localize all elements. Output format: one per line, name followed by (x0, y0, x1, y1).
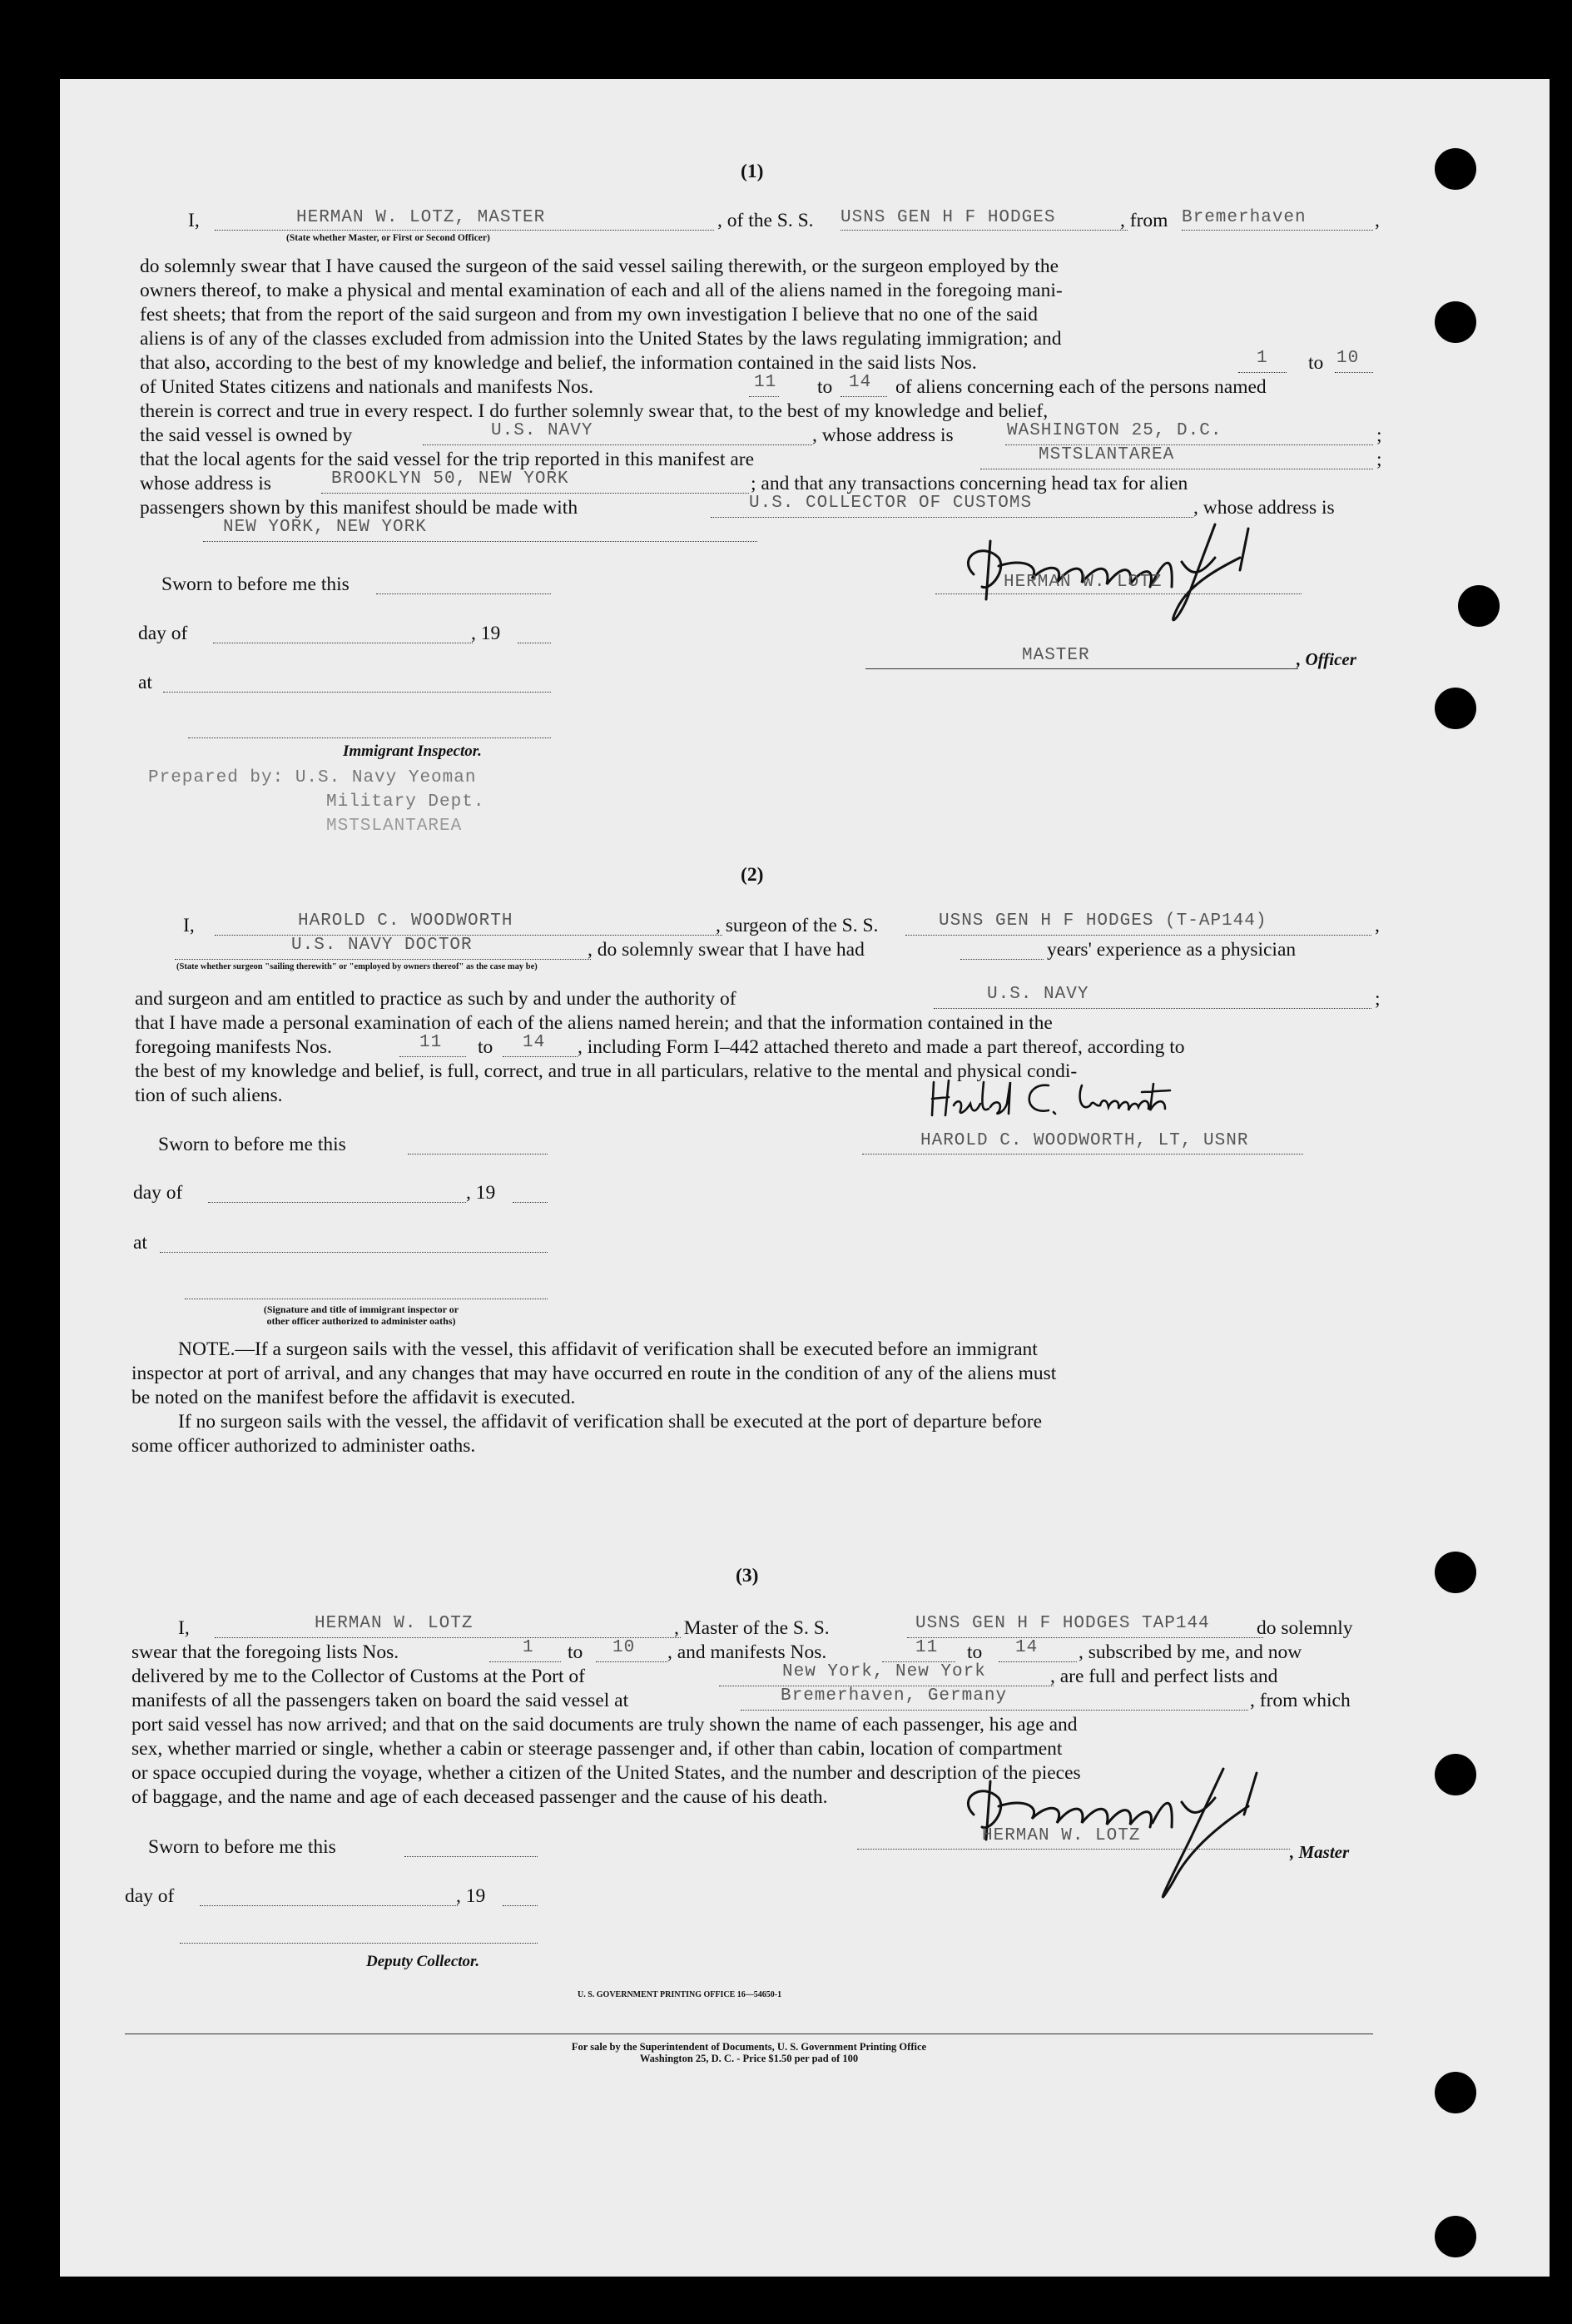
s3-line3-a: delivered by me to the Collector of Customs at the Port of (131, 1666, 585, 1687)
s3-lists-from-field: 1 (523, 1638, 534, 1657)
day-line (200, 1905, 458, 1906)
master-signature-2 (940, 1765, 1331, 1931)
s1-para-6: therein is correct and true in every respect. I do further solemnly swear that, to the best of my knowledge and belief, (140, 400, 1049, 422)
note-line-2: be noted on the manifest before the affidavit is executed. (131, 1387, 576, 1408)
owner-address-field: WASHINGTON 25, D.C. (1007, 421, 1222, 440)
s3-line4-a: manifests of all the passengers taken on board the said vessel at (131, 1690, 629, 1711)
deputy-signature-line (180, 1943, 538, 1944)
owner-line (423, 444, 812, 445)
whose-address-label: , whose address is (1193, 497, 1335, 519)
s2-para-3: tion of such aliens. (135, 1085, 283, 1106)
day-line (208, 1202, 466, 1203)
punch-hole (1435, 148, 1476, 190)
s3-master-name-line (215, 1637, 681, 1638)
years-text: years' experience as a physician (1047, 939, 1297, 961)
manifests-from-line (749, 396, 779, 397)
s3-para-0: port said vessel has now arrived; and that on the said documents are truly shown the name of each passenger, his age and (131, 1714, 1078, 1736)
day-of-label: day of (138, 623, 188, 644)
s3-lists-to-line (596, 1661, 667, 1662)
from-port-line (1182, 230, 1373, 231)
manifests-to-field: 14 (849, 373, 872, 392)
s3-boarded-field: Bremerhaven, Germany (781, 1686, 1008, 1706)
section-2-number: (2) (741, 864, 764, 886)
surgeon-ship-line (905, 935, 1371, 936)
s3-lists-to-field: 10 (612, 1638, 636, 1657)
punch-hole (1435, 688, 1476, 729)
surgeon-ship-field: USNS GEN H F HODGES (T-AP144) (939, 911, 1267, 931)
form-text: , including Form I–442 attached thereto and made a part thereof, according to (578, 1036, 1185, 1058)
officer-label: , Officer (1297, 649, 1356, 669)
manifests-from-field: 11 (754, 373, 777, 392)
s3-ship-line (907, 1637, 1263, 1638)
semicolon: ; (1376, 449, 1382, 470)
aliens-tail: of aliens concerning each of the persons named (895, 376, 1267, 398)
sale-line-0: For sale by the Superintendent of Documents, U. S. Government Printing Office (571, 2041, 927, 2053)
deputy-collector-label: Deputy Collector. (366, 1953, 480, 1970)
comma: , (1375, 210, 1380, 231)
prepared-by-0: Prepared by: U.S. Navy Yeoman (148, 768, 477, 787)
section-3-i: I, (178, 1617, 190, 1639)
s3-line3-b: , are full and perfect lists and (1050, 1666, 1278, 1687)
at-label: at (133, 1232, 147, 1254)
authority-field: U.S. NAVY (987, 985, 1089, 1004)
sworn-line (408, 1154, 548, 1155)
sworn-line (404, 1856, 538, 1857)
surgeon-capacity-line (175, 959, 591, 960)
s2-manifests-to-line (503, 1056, 578, 1057)
section-1-number: (1) (741, 161, 764, 182)
s2-para-0: that I have made a personal examination of each of the aliens named herein; and that the information contained in the (135, 1012, 1053, 1034)
s3-para-3: of baggage, and the name and age of each deceased passenger and the cause of his death. (131, 1786, 828, 1808)
to-label: to (967, 1641, 983, 1663)
s1-para-9: whose address is (140, 473, 271, 494)
section-2-i: I, (183, 915, 195, 936)
prepared-by-2: MSTSLANTAREA (326, 817, 463, 836)
punch-hole (1435, 2216, 1476, 2257)
day-of-label: day of (133, 1182, 183, 1204)
year-label: , 19 (471, 623, 501, 644)
to-label: to (478, 1036, 493, 1058)
authority-line (934, 1008, 1371, 1009)
note-line-1: inspector at port of arrival, and any changes that may have occurred en route in the condition of any of the aliens must (131, 1363, 1057, 1384)
to-label: to (817, 376, 833, 398)
punch-hole (1435, 1754, 1476, 1795)
master-name-field: HERMAN W. LOTZ, MASTER (296, 208, 546, 227)
ship-name-field: USNS GEN H F HODGES (841, 208, 1056, 227)
inspector-caption-1: other officer authorized to administer oaths) (266, 1315, 456, 1327)
surgeon-caption: (State whether surgeon "sailing therewith" or "employed by owners thereof" as the case may be) (176, 962, 538, 971)
semicolon: ; (1376, 425, 1382, 446)
s1-para-10: passengers shown by this manifest should be made with (140, 497, 578, 519)
lists-from-field: 1 (1257, 349, 1268, 368)
lists-to-line (1335, 372, 1373, 373)
s2-manifests-from-line (399, 1056, 466, 1057)
s3-manifests-to-line (999, 1661, 1077, 1662)
s1-para-0: do solemnly swear that I have caused the surgeon of the said vessel sailing therewith, or the surgeon employed by the (140, 256, 1059, 277)
s3-line4-b: , from which (1250, 1690, 1351, 1711)
s1-para-3: aliens is of any of the classes excluded from admission into the United States by the laws regulating immigration; and (140, 328, 1062, 350)
s3-ship-field: USNS GEN H F HODGES TAP144 (915, 1614, 1210, 1633)
s3-lists-from-line (489, 1661, 561, 1662)
sworn-label: Sworn to before me this (148, 1836, 336, 1858)
master-label: , Master (1290, 1842, 1350, 1862)
note-line-0: NOTE.—If a surgeon sails with the vessel, this affidavit of verification shall be executed before an immigrant (178, 1338, 1038, 1360)
lists-from-line (1238, 372, 1287, 373)
surgeon-of-label: , surgeon of the S. S. (716, 915, 879, 936)
inspector-signature-line (188, 737, 551, 738)
s2-manifests-to-field: 14 (523, 1033, 546, 1052)
note-line-4: some officer authorized to administer oaths. (131, 1435, 476, 1457)
years-line (960, 959, 1044, 960)
ship-line (841, 230, 1128, 231)
master-signer-line (935, 593, 1302, 594)
s2-para-2: the best of my knowledge and belief, is full, correct, and true in all particulars, relative to the mental and physical condi- (135, 1060, 1078, 1082)
surgeon-capacity-field: U.S. NAVY DOCTOR (291, 936, 473, 955)
swear-text: , do solemnly swear that I have had (588, 939, 865, 961)
s2-manifests-from-field: 11 (419, 1033, 443, 1052)
punch-hole (1435, 301, 1476, 343)
s3-master-name-field: HERMAN W. LOTZ (315, 1614, 474, 1633)
gpo-imprint: U. S. GOVERNMENT PRINTING OFFICE 16—54650-1 (578, 1990, 782, 1999)
collector-address-line (203, 541, 757, 542)
s1-para-1: owners thereof, to make a physical and mental examination of each and all of the aliens named in the foregoing mani- (140, 280, 1063, 301)
to-label: to (568, 1641, 583, 1663)
manifests-to-line (841, 396, 887, 397)
collector-address-field: NEW YORK, NEW YORK (223, 518, 427, 537)
agent-address-line (321, 493, 749, 494)
sworn-label: Sworn to before me this (158, 1134, 346, 1155)
at-label: at (138, 672, 152, 693)
surgeon-name-field: HAROLD C. WOODWORTH (298, 911, 513, 931)
punch-hole (1435, 1552, 1476, 1593)
s3-signer-line (857, 1849, 1290, 1850)
sworn-line (376, 593, 551, 594)
at-line (160, 1252, 548, 1253)
surgeon-signer-name: HAROLD C. WOODWORTH, LT, USNR (920, 1131, 1249, 1150)
sale-line-1: Washington 25, D. C. - Price $1.50 per pad of 100 (639, 2053, 859, 2064)
s3-para-2: or space occupied during the voyage, whether a citizen of the United States, and the number and description of the pieces (131, 1762, 1081, 1784)
s3-manifests-to-field: 14 (1015, 1638, 1039, 1657)
owner-field: U.S. NAVY (491, 421, 593, 440)
of-ship-label: , of the S. S. (717, 210, 814, 231)
section-3-number: (3) (736, 1565, 759, 1587)
surgeon-signer-line (862, 1154, 1303, 1155)
whose-address-label: , whose address is (812, 425, 954, 446)
immigrant-inspector-label: Immigrant Inspector. (343, 742, 482, 760)
day-of-label: day of (125, 1885, 175, 1907)
at-line (163, 692, 551, 693)
inspector-caption-0: (Signature and title of immigrant inspector or (263, 1304, 459, 1315)
agents-field: MSTSLANTAREA (1039, 445, 1175, 464)
master-of-label: , Master of the S. S. (674, 1617, 830, 1639)
agent-address-field: BROOKLYN 50, NEW YORK (331, 469, 569, 489)
punch-hole (1458, 585, 1500, 627)
master-caption: (State whether Master, or First or Second Officer) (286, 233, 490, 243)
s1-para-7: the said vessel is owned by (140, 425, 353, 446)
s3-signer-name: HERMAN W. LOTZ (982, 1826, 1141, 1845)
section-1-i: I, (188, 210, 200, 231)
year-line (503, 1905, 538, 1906)
s1-para-4: that also, according to the best of my knowledge and belief, the information contained in the said lists Nos. (140, 352, 977, 374)
semicolon: ; (1375, 988, 1381, 1010)
comma: , (1375, 915, 1380, 936)
sworn-label: Sworn to before me this (161, 574, 350, 595)
s3-line2-b: , and manifests Nos. (667, 1641, 827, 1663)
from-label: , from (1120, 210, 1168, 231)
master-signer-name: HERMAN W. LOTZ (1004, 573, 1163, 592)
year-label: , 19 (466, 1182, 496, 1204)
s3-manifests-from-field: 11 (915, 1638, 939, 1657)
s1-para-2: fest sheets; that from the report of the said surgeon and from my own investigation I believe that no one of the said (140, 304, 1038, 325)
year-label: , 19 (456, 1885, 486, 1907)
s3-boarded-line (741, 1710, 1248, 1711)
master-name-line (215, 230, 714, 231)
s2-para-1: foregoing manifests Nos. (135, 1036, 332, 1058)
head-tax-text: ; and that any transactions concerning head tax for alien (751, 473, 1188, 494)
from-port-field: Bremerhaven (1182, 208, 1307, 227)
authority-text: and surgeon and am entitled to practice as such by and under the authority of (135, 988, 736, 1010)
prepared-by-1: Military Dept. (326, 792, 485, 812)
lists-to-field: 10 (1336, 349, 1360, 368)
s1-para-5: of United States citizens and nationals and manifests Nos. (140, 376, 593, 398)
s3-port-field: New York, New York (782, 1662, 986, 1681)
solemnly-text: do solemnly (1257, 1617, 1353, 1639)
officer-title-field: MASTER (1022, 646, 1090, 665)
year-line (513, 1202, 548, 1203)
punch-hole (1435, 2072, 1476, 2113)
s3-line2-a: swear that the foregoing lists Nos. (131, 1641, 399, 1663)
to-label: to (1308, 352, 1324, 374)
collector-field: U.S. COLLECTOR OF CUSTOMS (749, 494, 1033, 513)
surgeon-signature (924, 1074, 1240, 1132)
officer-line (865, 668, 1298, 669)
s1-para-8: that the local agents for the said vessel for the trip reported in this manifest are (140, 449, 755, 470)
s3-line2-c: , subscribed by me, and now (1079, 1641, 1302, 1663)
s3-para-1: sex, whether married or single, whether a cabin or steerage passenger and, if other than cabin, location of compartment (131, 1738, 1063, 1760)
note-line-3: If no surgeon sails with the vessel, the affidavit of verification shall be executed at the port of departure before (178, 1411, 1042, 1433)
